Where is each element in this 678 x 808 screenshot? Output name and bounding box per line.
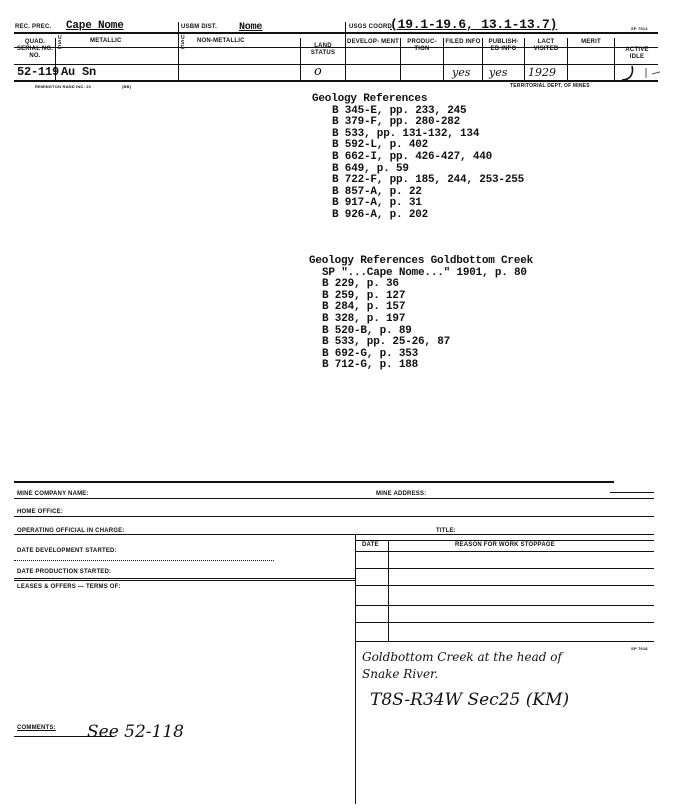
usgs-coord-value: (19.1-19.6, 13.1-13.7): [390, 17, 558, 32]
filed-info-value: yes: [452, 66, 471, 79]
geology-references-block: [312, 94, 524, 222]
goldbottom-reference-entry: B 692-G, p. 353: [322, 347, 419, 360]
serial-value: 52-119: [17, 65, 60, 79]
reference-entry: B 662-I, pp. 426-427, 440: [332, 150, 493, 163]
goldbottom-reference-entry: B 229, p. 36: [322, 278, 399, 291]
usbm-dist-value: Nome: [239, 22, 263, 33]
goldbottom-reference-entry: B 328, p. 197: [322, 312, 406, 325]
active-check-mark: [616, 60, 662, 84]
last-visited-value: 1929: [528, 66, 556, 79]
published-info-value: yes: [489, 66, 508, 79]
usgs-coord-label: USGS COORD.: [349, 24, 394, 30]
active-idle-label: ACTIVE IDLE: [625, 47, 649, 60]
reference-entry: B 379-F, pp. 280-282: [332, 116, 461, 129]
reason-stoppage-label: REASON FOR WORK STOPPAGE: [455, 542, 555, 548]
references-title-2: Geology References Goldbottom Creek: [309, 255, 534, 267]
goldbottom-reference-entry: B 259, p. 127: [322, 289, 406, 302]
reference-entry: B 345-E, pp. 233, 245: [332, 104, 467, 117]
location-note-line-1: Goldbottom Creek at the head of: [362, 650, 562, 664]
date-production-label: DATE PRODUCTION STARTED:: [17, 569, 112, 575]
published-info-label: PUBLISH- ED INFO: [488, 39, 519, 52]
township-note: T8S-R34W Sec25 (KM): [370, 690, 570, 710]
reference-entry: B 917-A, p. 31: [332, 197, 422, 210]
filed-info-label: FILED INFO: [445, 39, 481, 45]
reference-entry: B 649, p. 59: [332, 162, 409, 175]
agency-label: TERRITORIAL DEPT. OF MINES: [510, 83, 590, 89]
goldbottom-reference-entry: B 520-B, p. 89: [322, 324, 412, 337]
form-number-top: SP 7914: [631, 26, 648, 31]
operating-official-label: OPERATING OFFICIAL IN CHARGE:: [17, 528, 125, 534]
goldbottom-reference-entry: B 533, pp. 25-26, 87: [322, 336, 451, 349]
quad-serial-label: QUAD. SERIAL NO. NO.: [16, 39, 54, 59]
reference-entry: B 592-L, p. 402: [332, 139, 429, 152]
references-list-2: [322, 268, 533, 372]
date-development-label: DATE DEVELOPMENT STARTED:: [17, 548, 117, 554]
title-label: TITLE:: [436, 528, 456, 534]
goldbottom-references-block: [309, 256, 533, 372]
land-status-value: o: [314, 64, 322, 79]
references-list-1: [332, 106, 524, 222]
commodity-value: Au Sn: [61, 65, 97, 79]
rec-prec-label: REC. PREC.: [15, 24, 52, 30]
reference-entry: B 533, pp. 131-132, 134: [332, 127, 480, 140]
printer-code: (BB): [122, 84, 132, 89]
merit-label: MERIT: [581, 39, 601, 45]
development-label: DEVELOP- MENT: [347, 39, 399, 45]
mine-address-label: MINE ADDRESS:: [376, 491, 427, 497]
leases-label: LEASES & OFFERS — TERMS OF:: [17, 584, 121, 590]
rec-prec-value: Cape Nome: [66, 20, 124, 32]
nonmetallic-letters: U S E-: [181, 35, 187, 51]
reference-entry: B 857-A, p. 22: [332, 185, 422, 198]
production-label: PRODUC- TION: [407, 39, 437, 52]
goldbottom-reference-entry: B 712-G, p. 188: [322, 359, 419, 372]
nonmetallic-label: NON-METALLIC: [197, 38, 245, 44]
printer-note: REMINGTON RAND INC. 20: [35, 84, 92, 89]
reference-entry: B 722-F, pp. 185, 244, 253-255: [332, 174, 525, 187]
reference-entry: B 926-A, p. 202: [332, 208, 429, 221]
goldbottom-reference-entry: B 284, p. 157: [322, 301, 406, 314]
metallic-letters: U S E-: [58, 35, 64, 51]
comment-note: See 52-118: [87, 722, 184, 742]
goldbottom-reference-entry: SP "...Cape Nome..." 1901, p. 80: [322, 266, 527, 279]
form-number-bottom: SP 7918: [631, 646, 648, 651]
comments-label: COMMENTS:: [17, 725, 56, 731]
mine-company-label: MINE COMPANY NAME:: [17, 491, 89, 497]
land-status-label: LAND STATUS: [310, 43, 336, 56]
home-office-label: HOME OFFICE:: [17, 509, 64, 515]
location-note-line-2: Snake River.: [362, 667, 439, 681]
references-title-1: Geology References: [312, 93, 428, 105]
last-visited-label: LACT VISITED: [533, 39, 559, 52]
date-column-label: DATE: [362, 542, 379, 548]
metallic-label: METALLIC: [90, 38, 122, 44]
usbm-dist-label: USBM DIST.: [181, 24, 218, 30]
